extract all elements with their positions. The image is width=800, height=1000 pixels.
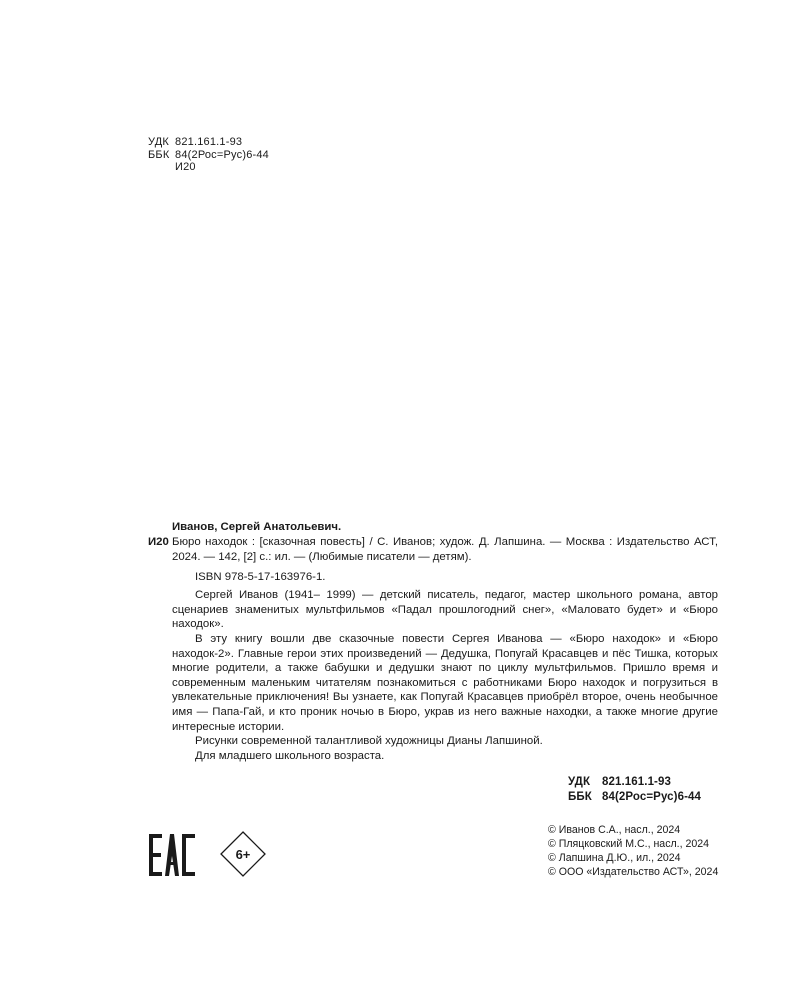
eac-mark-icon xyxy=(149,834,195,876)
top-bbk-row xyxy=(148,149,269,162)
bottom-udk-key: УДК xyxy=(568,776,591,788)
bottom-bbk-value: 84(2Рос=Рус)6-44 xyxy=(602,790,702,803)
bottom-udk-value: 821.161.1-93 xyxy=(602,776,671,788)
bbk-value: 84(2Рос=Рус)6-44 xyxy=(175,148,270,161)
catalog-description: Бюро находок : [сказочная повесть] / С. Иванов; худож. Д. Лапшина. — Москва : Издательство АСТ, 2024. — 142, [2] с.: ил. — (Любимые писатели — детям). xyxy=(172,536,718,563)
age-rating-badge xyxy=(220,831,266,877)
top-classification-codes xyxy=(148,136,269,174)
bbk-key: ББК xyxy=(148,148,170,161)
catalog-code: И20 xyxy=(148,536,169,548)
bottom-udk-row xyxy=(568,775,701,790)
annotation-paragraph-4: Для младшего школьного возраста. xyxy=(195,750,385,762)
copyright-line: © Лапшина Д.Ю., ил., 2024 xyxy=(548,852,681,864)
copyright-line: © Иванов С.А., насл., 2024 xyxy=(548,824,681,836)
bottom-bbk-row xyxy=(568,790,701,805)
annotation-paragraph-2: В эту книгу вошли две сказочные повести Сергея Иванова — «Бюро находок» и «Бюро находок-2». Главные герои этих произведений — Дедушка, Попугай Красавцев и пёс Тишка, которых многие родители, а также бабушки и дедушки знают по циклу мультфильмов. Пришло время и современным маленьким читателям познакомиться с работниками Бюро находок и погрузиться в увлекательные приключения! Вы узнаете, как Попугай Красавцев приобрёл второе, очень необычное имя — Папа-Гай, и кто проник ночью в Бюро, украв из него важные находки, а также многие другие интересные истории. xyxy=(172,633,718,733)
catalog-author: Иванов, Сергей Анатольевич. xyxy=(172,521,342,533)
bottom-classification-codes xyxy=(568,775,701,804)
bottom-bbk-key: ББК xyxy=(568,790,592,803)
top-udk-row xyxy=(148,136,269,149)
annotation-paragraph-3: Рисунки современной талантливой художницы Дианы Лапшиной. xyxy=(195,735,543,747)
udk-key: УДК xyxy=(148,136,169,148)
copyright-line: © ООО «Издательство АСТ», 2024 xyxy=(548,866,719,878)
udk-value: 821.161.1-93 xyxy=(175,136,243,148)
copyright-line: © Пляцковский М.С., насл., 2024 xyxy=(548,838,710,850)
annotation-paragraph-1: Сергей Иванов (1941– 1999) — детский писатель, педагог, мастер школьного романа, автор сценариев знаменитых мультфильмов «Падал прошлогодний снег», «Маловато будет» и «Бюро находок». xyxy=(172,589,718,631)
author-code: И20 xyxy=(175,161,196,173)
age-rating-label: 6+ xyxy=(235,846,251,862)
catalog-isbn: ISBN 978-5-17-163976-1. xyxy=(195,571,326,583)
copyright-block xyxy=(548,823,718,879)
